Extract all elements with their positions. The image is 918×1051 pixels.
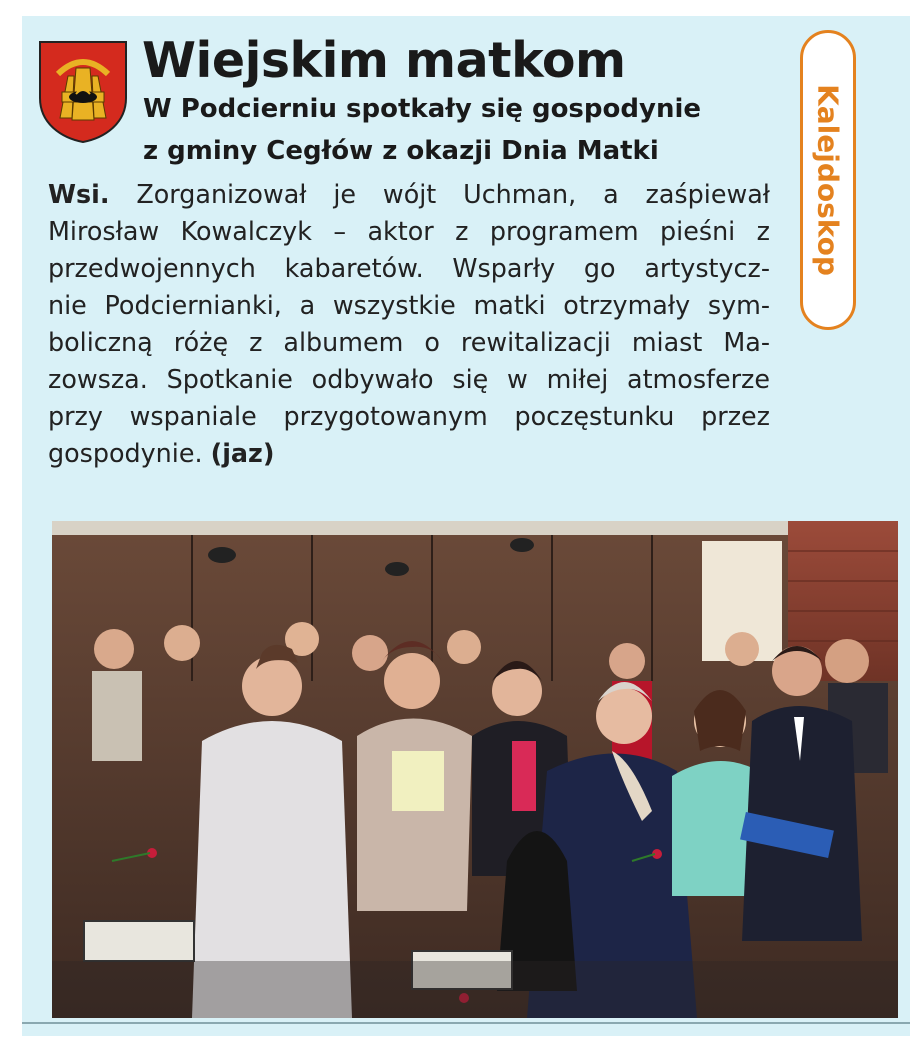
article-lead-line-3: Wsi. [48,179,110,209]
body-line: nie Podciernianki, a wszystkie matki otrzymały sym- [48,290,770,320]
article-lead-line-2: z gminy Cegłów z okazji Dnia Matki [143,136,659,166]
body-line: zowsza. Spotkanie odbywało się w miłej atmosferze [48,364,770,394]
article-lead-line-1: W Podcierniu spotkały się gospodynie [143,94,701,124]
article-body [48,176,770,472]
author-signature: (jaz) [210,438,275,468]
body-line: Wsi. Zorganizował je wójt Uchman, a zaśpiewał [48,179,770,209]
coat-of-arms-icon [38,40,128,144]
section-tab [800,30,856,330]
body-line: boliczną różę z albumem o rewitalizacji miast Ma- [48,327,770,357]
event-photo [52,521,898,1018]
body-line: Mirosław Kowalczyk – aktor z programem pieśni z [48,216,770,246]
body-line: przy wspaniale przygotowanym poczęstunku przez [48,401,770,431]
body-line: gospodynie. (jaz) [48,438,275,468]
article-title: Wiejskim matkom [142,32,626,89]
section-tab-label: Kalejdoskop [811,84,845,276]
bottom-rule [22,1022,910,1024]
body-line: przedwojennych kabaretów. Wsparły go artystycz- [48,253,770,283]
